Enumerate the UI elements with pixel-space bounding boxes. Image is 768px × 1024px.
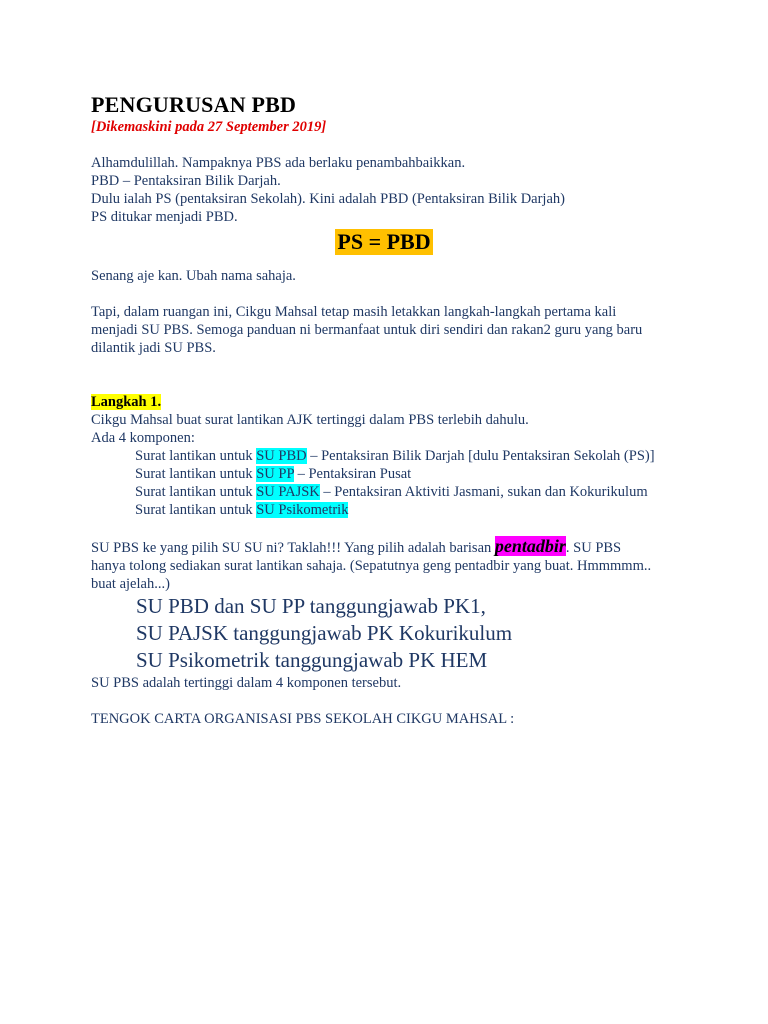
- tertinggi-text: SU PBS adalah tertinggi dalam 4 komponen tersebut.: [91, 675, 402, 691]
- komponen-highlight: SU PP: [256, 466, 294, 482]
- tanggungjawab-line: SU PBD dan SU PP tanggungjawab PK1,: [136, 594, 486, 618]
- paragraph-line: dilantik jadi SU PBS.: [91, 340, 216, 356]
- equation-highlight: PS = PBD: [337, 229, 431, 254]
- document-title: PENGURUSAN PBD: [91, 92, 297, 117]
- langkah-label: Langkah 1.: [91, 394, 162, 410]
- tengok-carta-text: TENGOK CARTA ORGANISASI PBS SEKOLAH CIKGU MAHSAL :: [91, 711, 515, 727]
- paragraph-line: Tapi, dalam ruangan ini, Cikgu Mahsal tetap masih letakkan langkah-langkah pertama kali: [91, 304, 617, 320]
- supbs-line: SU PBS ke yang pilih SU SU ni? Taklah!!! Yang pilih adalah barisan pentadbir. SU PBS: [91, 536, 622, 556]
- document-page: [91, 92, 691, 728]
- updated-date: [Dikemaskini pada 27 September 2019]: [91, 119, 327, 135]
- supbs-line: hanya tolong sediakan surat lantikan sahaja. (Sepatutnya geng pentadbir yang buat. Hmmmmm..: [91, 558, 652, 574]
- tanggungjawab-line: SU Psikometrik tanggungjawab PK HEM: [136, 648, 488, 672]
- intro-line: PS ditukar menjadi PBD.: [91, 209, 238, 225]
- komponen-item: Surat lantikan untuk SU PBD – Pentaksiran Bilik Darjah [dulu Pentaksiran Sekolah (PS)]: [135, 448, 655, 464]
- komponen-highlight: SU Psikometrik: [256, 502, 349, 518]
- intro-line: PBD – Pentaksiran Bilik Darjah.: [91, 173, 281, 189]
- paragraph-line: menjadi SU PBS. Semoga panduan ni bermanfaat untuk diri sendiri dan rakan2 guru yang baru: [91, 322, 643, 338]
- tanggungjawab-line: SU PAJSK tanggungjawab PK Kokurikulum: [136, 621, 513, 645]
- pentadbir-highlight: pentadbir: [494, 536, 566, 556]
- senang-text: Senang aje kan. Ubah nama sahaja.: [91, 268, 296, 284]
- komponen-item: Surat lantikan untuk SU PAJSK – Pentaksiran Aktiviti Jasmani, sukan dan Kokurikulum: [135, 484, 648, 500]
- komponen-item: Surat lantikan untuk SU PP – Pentaksiran Pusat: [135, 466, 412, 482]
- komponen-highlight: SU PAJSK: [256, 484, 320, 500]
- supbs-line: buat ajelah...): [91, 576, 170, 592]
- intro-line: Alhamdulillah. Nampaknya PBS ada berlaku penambahbaikkan.: [91, 155, 466, 171]
- langkah-text: Ada 4 komponen:: [91, 430, 195, 446]
- langkah-text: Cikgu Mahsal buat surat lantikan AJK tertinggi dalam PBS terlebih dahulu.: [91, 412, 529, 428]
- komponen-highlight: SU PBD: [256, 448, 307, 464]
- intro-line: Dulu ialah PS (pentaksiran Sekolah). Kini adalah PBD (Pentaksiran Bilik Darjah): [91, 191, 565, 207]
- komponen-item: Surat lantikan untuk SU Psikometrik: [135, 502, 349, 518]
